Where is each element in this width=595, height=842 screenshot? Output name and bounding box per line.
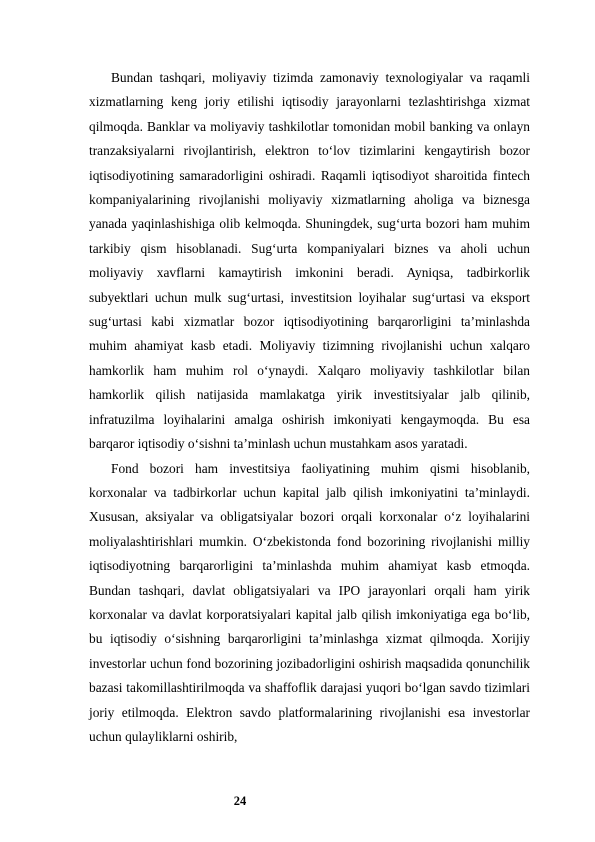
page-number: 24: [233, 794, 247, 808]
paragraph-digital-finance: Bundan tashqari, moliyaviy tizimda zamonaviy texnologiyalar va raqamli xizmatlarning keng joriy etilishi iqtisodiy jarayonlarni tezlashtirishga xizmat qilmoqda. Banklar va moliyaviy tashkilotlar tomonidan mobil banking va onlayn tranzaksiyalarni rivojlantirish, elektron to‘lov tizimlarini kengaytirish bozor iqtisodiyotining samaradorligini oshiradi. Raqamli iqtisodiyot sharoitida fintech kompaniyalarining rivojlanishi moliyaviy xizmatlarning aholiga va biznesga yanada yaqinlashishiga olib kelmoqda. Shuningdek, sug‘urta bozori ham muhim tarkibiy qism hisoblanadi. Sug‘urta kompaniyalari biznes va aholi uchun moliyaviy xavflarni kamaytirish imkonini beradi. Ayniqsa, tadbirkorlik subyektlari uchun mulk sug‘urtasi, investitsion loyihalar sug‘urtasi va eksport sug‘urtasi kabi xizmatlar bozor iqtisodiyotining barqarorligini ta’minlashda muhim ahamiyat kasb etadi. Moliyaviy tizimning rivojlanishi uchun xalqaro hamkorlik ham muhim rol o‘ynaydi. Xalqaro moliyaviy tashkilotlar bilan hamkorlik qilish natijasida mamlakatga yirik investitsiyalar jalb qilinib, infratuzilma loyihalarini amalga oshirish imkoniyati kengaymoqda. Bu esa barqaror iqtisodiy o‘sishni ta’minlash uchun mustahkam asos yaratadi.: [89, 70, 530, 452]
body-text: [89, 66, 530, 749]
paragraph-stock-market: Fond bozori ham investitsiya faoliyatining muhim qismi hisoblanib, korxonalar va tadbirkorlar uchun kapital jalb qilish imkoniyatini ta’minlaydi. Xususan, aksiyalar va obligatsiyalar bozori orqali korxonalar o‘z loyihalarini moliyalashtirishlari mumkin. O‘zbekistonda fond bozorining rivojlanishi milliy iqtisodiyotning barqarorligini ta’minlashda muhim ahamiyat kasb etmoqda. Bundan tashqari, davlat obligatsiyalari va IPO jarayonlari orqali ham yirik korxonalar va davlat korporatsiyalari kapital jalb qilish imkoniyatiga ega bo‘lib, bu iqtisodiy o‘sishning barqarorligini ta’minlashga xizmat qilmoqda. Xorijiy investorlar uchun fond bozorining jozibadorligini oshirish maqsadida qonunchilik bazasi takomillashtirilmoqda va shaffoflik darajasi yuqori bo‘lgan savdo tizimlari joriy etilmoqda. Elektron savdo platformalarining rivojlanishi esa investorlar uchun qulayliklarni oshirib,: [89, 460, 530, 744]
